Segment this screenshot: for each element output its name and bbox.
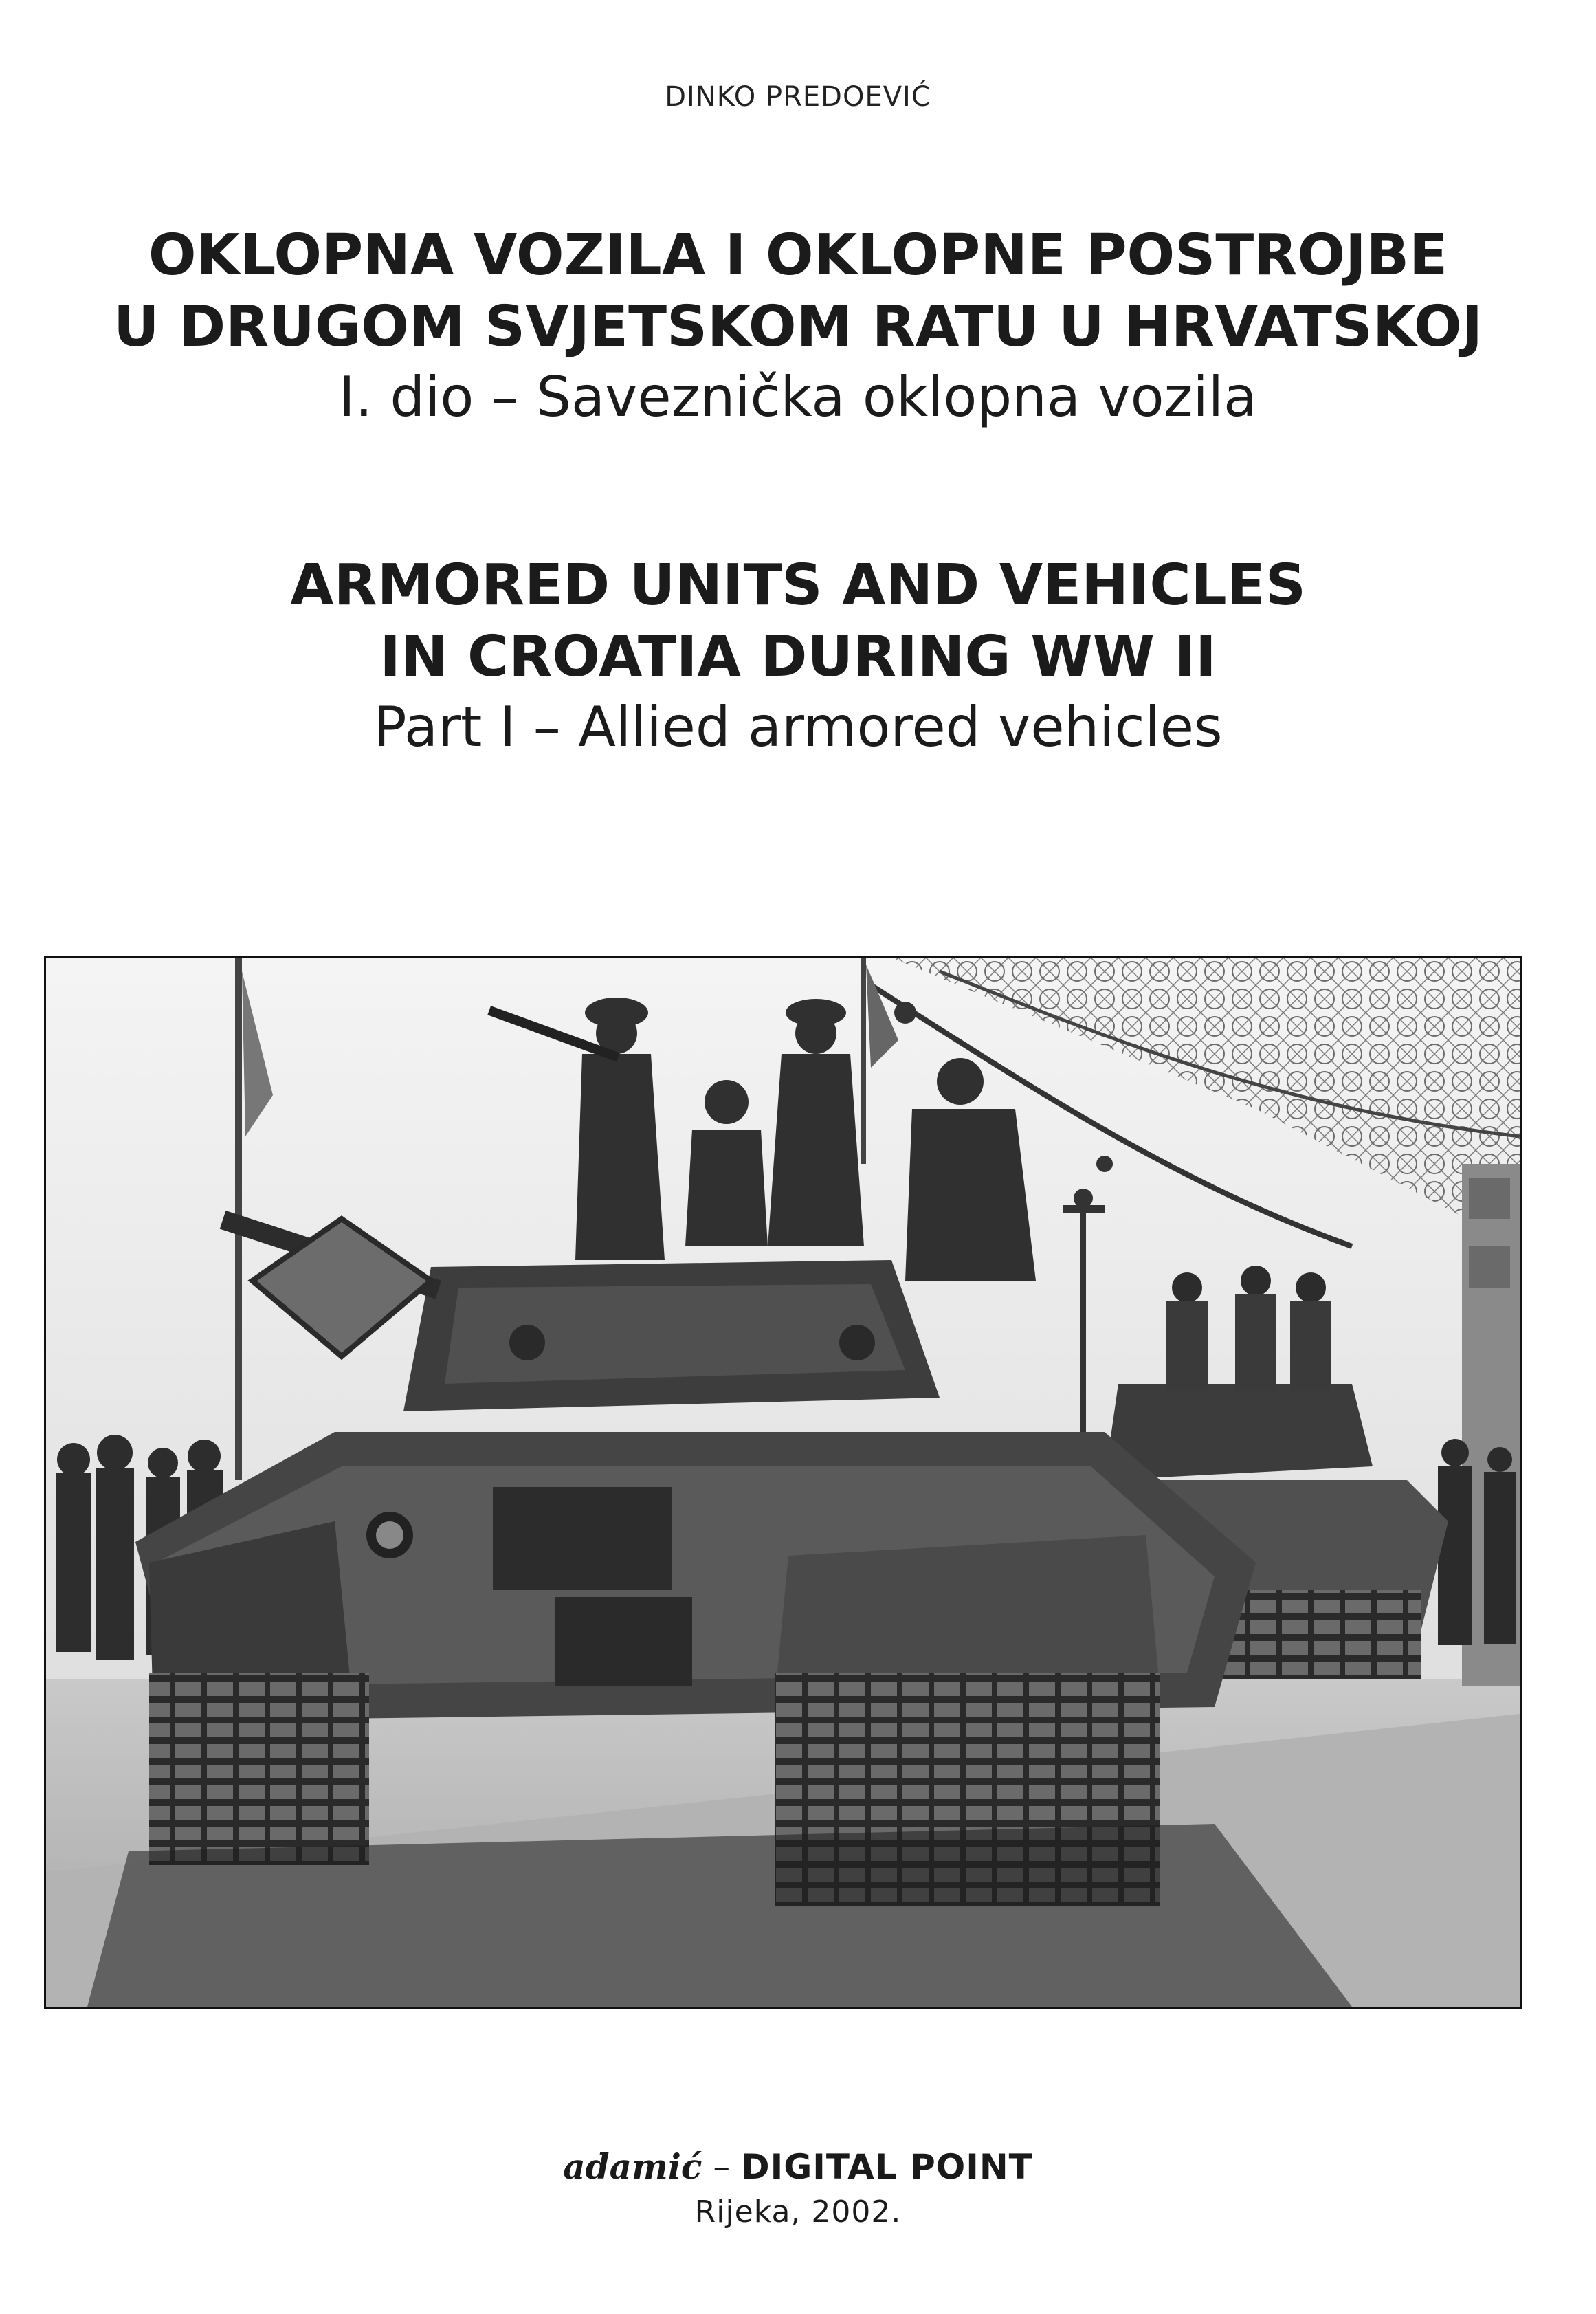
- title-hr-line2: U DRUGOM SVJETSKOM RATU U HRVATSKOJ: [113, 294, 1483, 360]
- title-english: [0, 550, 1596, 762]
- author-name: DINKO PREDOEVIĆ: [665, 81, 931, 113]
- subtitle-en: Part I – Allied armored vehicles: [373, 695, 1223, 759]
- title-croatian: [0, 220, 1596, 432]
- publisher-name-bold: DIGITAL POINT: [741, 2147, 1033, 2187]
- title-en-line2: IN CROATIA DURING WW II: [379, 624, 1217, 690]
- tank-parade-photo: [46, 958, 1520, 2007]
- publisher: [0, 2146, 1596, 2187]
- subtitle-hr: I. dio – Saveznička oklopna vozila: [338, 365, 1258, 429]
- place-and-year: Rijeka, 2002.: [694, 2194, 902, 2229]
- title-en-line1: ARMORED UNITS AND VEHICLES: [290, 553, 1306, 618]
- publisher-name-italic: adamić: [563, 2146, 702, 2187]
- publisher-separator: –: [702, 2147, 742, 2187]
- cover-photo: [44, 956, 1522, 2009]
- title-hr-line1: OKLOPNA VOZILA I OKLOPNE POSTROJBE: [148, 223, 1448, 288]
